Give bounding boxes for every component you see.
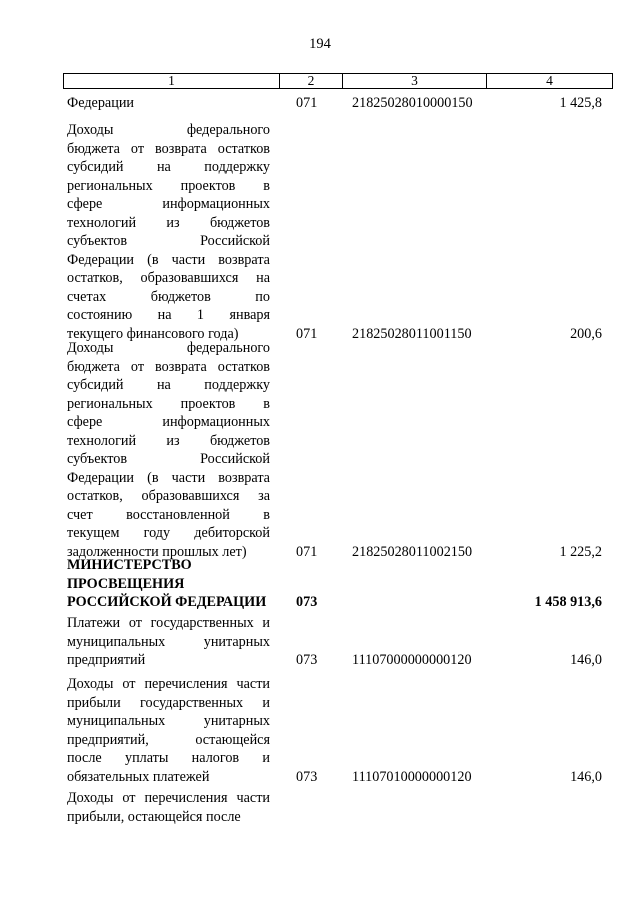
row-description <box>67 789 270 826</box>
description-line: бюджета от возврата остатков <box>67 358 270 375</box>
description-line: прибыли государственных и <box>67 694 270 711</box>
description-line: МИНИСТЕРСТВО <box>67 557 192 573</box>
description-line: предприятий, остающейся <box>67 731 270 748</box>
description-line: Доходы федерального <box>67 122 270 138</box>
description-line: субъектов Российской <box>67 451 270 467</box>
amount-value: 1 225,2 <box>559 543 602 560</box>
description-line: бюджета от возврата остатков <box>67 140 270 157</box>
description-line: обязательных платежей <box>67 768 210 785</box>
admin-code: 071 <box>296 95 318 111</box>
amount-value: 1 425,8 <box>559 95 602 111</box>
amount-value: 146,0 <box>570 652 602 668</box>
description-line: Федерации (в части возврата <box>67 251 270 268</box>
table-column-header-row <box>63 73 613 89</box>
budget-classification-code: 21825028011002150 <box>352 543 473 560</box>
page-number: 194 <box>309 36 331 52</box>
row-description <box>67 94 270 113</box>
row-description <box>67 339 270 561</box>
column-header-2: 2 <box>280 74 343 88</box>
description-line: муниципальных унитарных <box>67 633 270 650</box>
amount-value: 1 458 913,6 <box>534 594 602 610</box>
column-header-3: 3 <box>343 74 487 88</box>
description-line: субсидий на поддержку <box>67 377 270 393</box>
description-line: технологий из бюджетов <box>67 214 270 231</box>
description-line: Федерации (в части возврата <box>67 469 270 486</box>
admin-code: 071 <box>296 325 318 342</box>
description-line: муниципальных унитарных <box>67 713 270 729</box>
budget-classification-code: 21825028010000150 <box>352 95 473 111</box>
budget-classification-code: 11107000000000120 <box>352 652 472 668</box>
description-line: счетах бюджетов по <box>67 288 270 305</box>
description-line: сфере информационных <box>67 414 270 430</box>
description-line: Федерации <box>67 95 135 111</box>
budget-classification-code: 21825028011001150 <box>352 325 472 342</box>
description-line: субсидий на поддержку <box>67 159 270 175</box>
admin-code: 073 <box>296 652 318 668</box>
row-description <box>67 556 270 612</box>
amount-value: 146,0 <box>570 768 602 785</box>
description-line: задолженности прошлых лет) <box>67 543 247 560</box>
description-line: остатков, образовавшихся за <box>67 488 270 504</box>
description-line: РОССИЙСКОЙ ФЕДЕРАЦИИ <box>67 594 267 610</box>
column-header-1: 1 <box>64 74 280 88</box>
description-line: Доходы от перечисления части <box>67 790 270 806</box>
admin-code: 071 <box>296 543 318 560</box>
description-line: сфере информационных <box>67 196 270 212</box>
row-description <box>67 121 270 343</box>
description-line: ПРОСВЕЩЕНИЯ <box>67 575 185 592</box>
amount-value: 200,6 <box>570 325 602 342</box>
column-header-4: 4 <box>546 73 553 88</box>
row-description <box>67 614 270 670</box>
description-line: региональных проектов в <box>67 177 270 194</box>
description-line: Доходы от перечисления части <box>67 676 270 692</box>
description-line: предприятий <box>67 652 146 668</box>
description-line: после уплаты налогов и <box>67 750 270 766</box>
description-line: текущем году дебиторской <box>67 525 270 541</box>
admin-code: 073 <box>296 594 318 610</box>
description-line: состоянию на 1 января <box>67 307 270 323</box>
description-line: прибыли, остающейся после <box>67 808 241 825</box>
admin-code: 073 <box>296 768 318 785</box>
description-line: Доходы федерального <box>67 340 270 356</box>
budget-classification-code: 11107010000000120 <box>352 768 472 785</box>
description-line: субъектов Российской <box>67 233 270 249</box>
row-description <box>67 675 270 786</box>
description-line: Платежи от государственных и <box>67 615 270 631</box>
description-line: технологий из бюджетов <box>67 432 270 449</box>
description-line: счет восстановленной в <box>67 506 270 523</box>
description-line: региональных проектов в <box>67 395 270 412</box>
description-line: остатков, образовавшихся на <box>67 270 270 286</box>
description-line: текущего финансового года) <box>67 325 239 342</box>
